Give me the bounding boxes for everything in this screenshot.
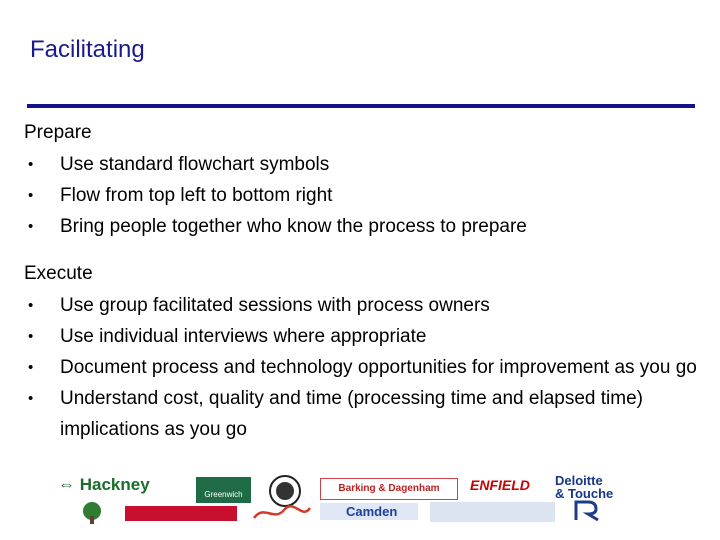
greenwich-logo xyxy=(196,477,251,503)
deloitte-touche-logo xyxy=(555,474,675,502)
bullet-mark: • xyxy=(28,328,34,345)
bullet-mark: • xyxy=(28,359,34,376)
section-prepare xyxy=(24,117,714,242)
list-item-text: Use standard flowchart symbols xyxy=(60,154,330,175)
page-title: Facilitating xyxy=(30,36,145,63)
list-item xyxy=(24,149,714,180)
camden-logo xyxy=(320,503,418,520)
list-item-text: Document process and technology opportunities for improvement as you go xyxy=(60,357,697,378)
deloitte-logo-line: Deloitte xyxy=(555,474,603,488)
title-rule xyxy=(27,104,695,108)
enfield-logo-text: ENFIELD xyxy=(470,477,530,493)
list-item xyxy=(24,352,714,383)
bullet-mark: • xyxy=(28,218,34,235)
hackney-logo-text: Hackney xyxy=(79,475,150,494)
bullet-mark: • xyxy=(28,187,34,204)
section-execute xyxy=(24,258,714,445)
section-heading: Execute xyxy=(24,263,93,284)
list-item xyxy=(24,321,714,352)
bullet-mark: • xyxy=(28,297,34,314)
section-heading: Prepare xyxy=(24,122,92,143)
list-item-text: Understand cost, quality and time (processing time and elapsed time) implications as you go xyxy=(60,388,643,440)
hackney-logo xyxy=(58,475,184,495)
bullet-mark: • xyxy=(28,390,34,407)
camden-logo-text: Camden xyxy=(346,504,398,519)
list-item-text: Use group facilitated sessions with process owners xyxy=(60,295,490,316)
list-item xyxy=(24,211,714,242)
list-item xyxy=(24,383,714,445)
barking-logo-text: Barking & Dagenham xyxy=(338,483,440,494)
sutton-logo xyxy=(66,500,118,526)
section-gap xyxy=(24,242,714,258)
content xyxy=(24,117,714,445)
deloitte-logo-line: & Touche xyxy=(555,486,614,501)
hackney-mark-icon: ⇔ xyxy=(58,475,80,494)
list-item-text: Use individual interviews where appropriate xyxy=(60,326,427,347)
richmond-logo xyxy=(572,500,698,522)
southwark-script-icon xyxy=(250,502,314,524)
list-item xyxy=(24,180,714,211)
list-item xyxy=(24,290,714,321)
housing-association-logo xyxy=(430,502,555,522)
red-borough-logo xyxy=(125,506,237,521)
enfield-logo xyxy=(470,477,536,501)
list-item-text: Bring people together who know the process to prepare xyxy=(60,216,527,237)
southwark-logo xyxy=(250,502,314,524)
list-item-text: Flow from top left to bottom right xyxy=(60,185,333,206)
barking-dagenham-logo xyxy=(320,478,458,500)
richmond-mark-icon xyxy=(572,500,602,522)
tree-icon xyxy=(66,500,118,526)
bullet-mark: • xyxy=(28,156,34,173)
greenwich-logo-text: Greenwich xyxy=(204,490,243,499)
